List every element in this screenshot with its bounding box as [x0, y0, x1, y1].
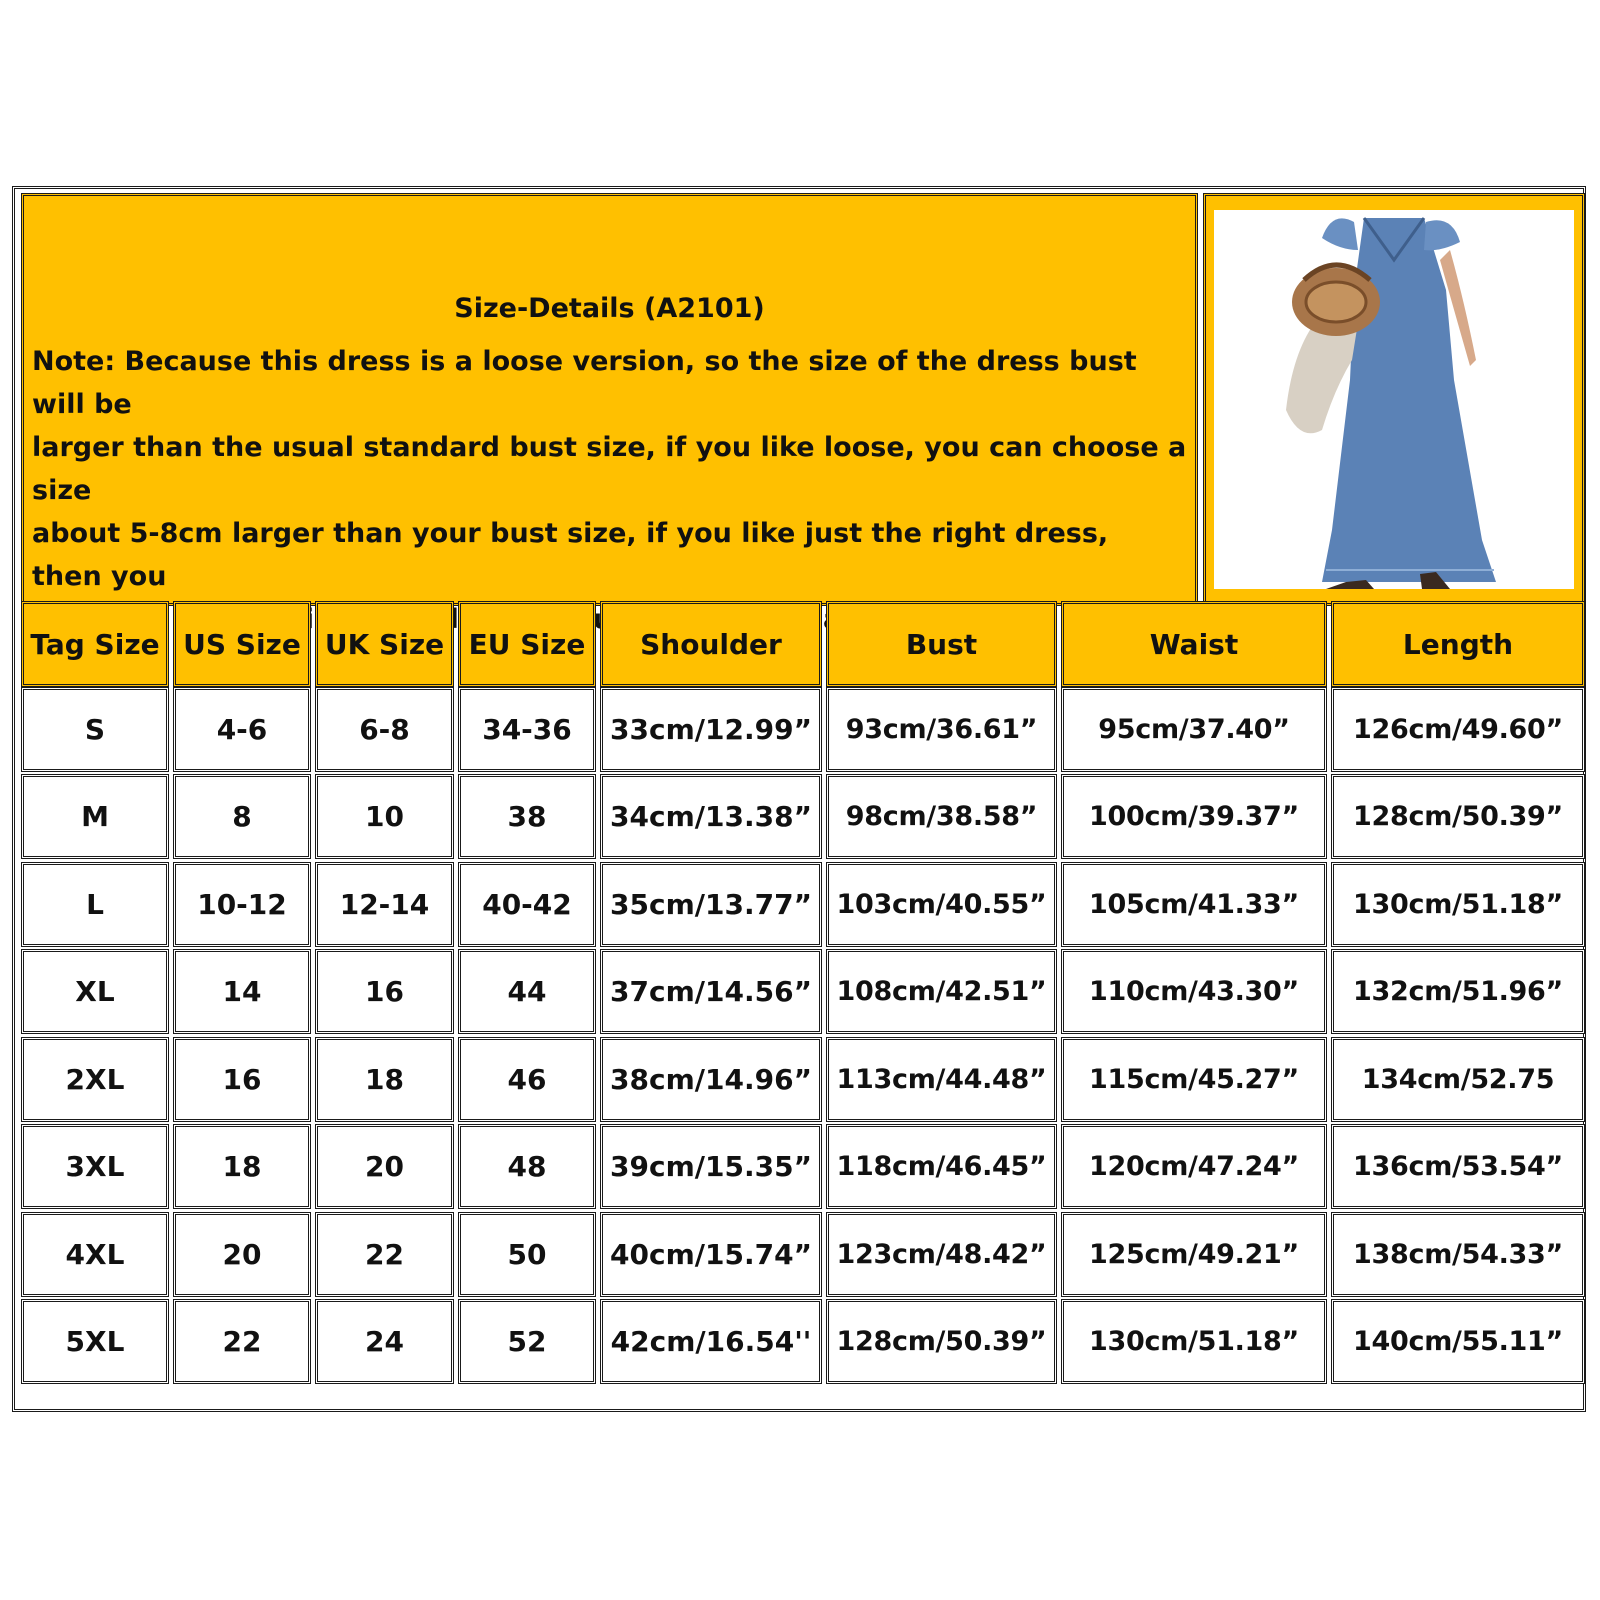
cell-3xl-bust: 118cm/46.45”: [826, 1124, 1057, 1209]
cell-5xl-waist: 130cm/51.18”: [1061, 1299, 1327, 1384]
product-photo: [1214, 210, 1574, 589]
cell-m-us-size: 8: [173, 774, 311, 859]
cell-3xl-waist: 120cm/47.24”: [1061, 1124, 1327, 1209]
cell-4xl-uk-size: 22: [315, 1212, 454, 1297]
size-chart-frame: [12, 186, 1586, 1412]
size-note-text: Note: Because this dress is a loose version, so the size of the dress bust will be larger than the usual standard bust size, if you like loose, you can choose a size about 5-8cm larger than your bust size, if you like just the right dress, then you: [32, 346, 1187, 592]
cell-5xl-bust: 128cm/50.39”: [826, 1299, 1057, 1384]
cell-2xl-bust: 113cm/44.48”: [826, 1037, 1057, 1122]
cell-4xl-tag-size: 4XL: [21, 1212, 169, 1297]
cell-s-bust: 93cm/36.61”: [826, 687, 1057, 772]
size-note-panel: [21, 193, 1198, 606]
cell-3xl-eu-size: 48: [458, 1124, 596, 1209]
cell-3xl-length: 136cm/53.54”: [1331, 1124, 1585, 1209]
header-uk-size: UK Size: [315, 601, 454, 687]
cell-3xl-tag-size: 3XL: [21, 1124, 169, 1209]
cell-2xl-uk-size: 18: [315, 1037, 454, 1122]
cell-2xl-us-size: 16: [173, 1037, 311, 1122]
cell-3xl-us-size: 18: [173, 1124, 311, 1209]
header-us-size: US Size: [173, 601, 311, 687]
cell-s-uk-size: 6-8: [315, 687, 454, 772]
cell-5xl-uk-size: 24: [315, 1299, 454, 1384]
cell-m-bust: 98cm/38.58”: [826, 774, 1057, 859]
cell-xl-us-size: 14: [173, 949, 311, 1034]
cell-4xl-eu-size: 50: [458, 1212, 596, 1297]
cell-xl-length: 132cm/51.96”: [1331, 949, 1585, 1034]
cell-m-uk-size: 10: [315, 774, 454, 859]
cell-l-length: 130cm/51.18”: [1331, 862, 1585, 947]
cell-l-uk-size: 12-14: [315, 862, 454, 947]
cell-xl-uk-size: 16: [315, 949, 454, 1034]
cell-3xl-shoulder: 39cm/15.35”: [600, 1124, 822, 1209]
cell-2xl-waist: 115cm/45.27”: [1061, 1037, 1327, 1122]
cell-s-length: 126cm/49.60”: [1331, 687, 1585, 772]
cell-m-waist: 100cm/39.37”: [1061, 774, 1327, 859]
cell-m-eu-size: 38: [458, 774, 596, 859]
header-eu-size: EU Size: [458, 601, 596, 687]
cell-l-shoulder: 35cm/13.77”: [600, 862, 822, 947]
cell-5xl-us-size: 22: [173, 1299, 311, 1384]
cell-l-us-size: 10-12: [173, 862, 311, 947]
cell-5xl-tag-size: 5XL: [21, 1299, 169, 1384]
cell-s-tag-size: S: [21, 687, 169, 772]
cell-s-waist: 95cm/37.40”: [1061, 687, 1327, 772]
cell-4xl-waist: 125cm/49.21”: [1061, 1212, 1327, 1297]
cell-xl-waist: 110cm/43.30”: [1061, 949, 1327, 1034]
cell-2xl-length: 134cm/52.75: [1331, 1037, 1585, 1122]
size-chart-title: Size-Details (A2101): [454, 293, 765, 324]
header-bust: Bust: [826, 601, 1057, 687]
cell-l-waist: 105cm/41.33”: [1061, 862, 1327, 947]
header-shoulder: Shoulder: [600, 601, 822, 687]
cell-l-tag-size: L: [21, 862, 169, 947]
cell-m-length: 128cm/50.39”: [1331, 774, 1585, 859]
cell-4xl-length: 138cm/54.33”: [1331, 1212, 1585, 1297]
cell-xl-tag-size: XL: [21, 949, 169, 1034]
header-length: Length: [1331, 601, 1585, 687]
header-tag-size: Tag Size: [21, 601, 169, 687]
cell-5xl-length: 140cm/55.11”: [1331, 1299, 1585, 1384]
cell-2xl-tag-size: 2XL: [21, 1037, 169, 1122]
cell-l-bust: 103cm/40.55”: [826, 862, 1057, 947]
cell-4xl-shoulder: 40cm/15.74”: [600, 1212, 822, 1297]
cell-4xl-bust: 123cm/48.42”: [826, 1212, 1057, 1297]
cell-2xl-shoulder: 38cm/14.96”: [600, 1037, 822, 1122]
cell-3xl-uk-size: 20: [315, 1124, 454, 1209]
cell-xl-eu-size: 44: [458, 949, 596, 1034]
cell-xl-shoulder: 37cm/14.56”: [600, 949, 822, 1034]
cell-5xl-eu-size: 52: [458, 1299, 596, 1384]
header-waist: Waist: [1061, 601, 1327, 687]
cell-5xl-shoulder: 42cm/16.54'': [600, 1299, 822, 1384]
cell-s-shoulder: 33cm/12.99”: [600, 687, 822, 772]
cell-l-eu-size: 40-42: [458, 862, 596, 947]
cell-2xl-eu-size: 46: [458, 1037, 596, 1122]
cell-m-shoulder: 34cm/13.38”: [600, 774, 822, 859]
cell-4xl-us-size: 20: [173, 1212, 311, 1297]
cell-xl-bust: 108cm/42.51”: [826, 949, 1057, 1034]
cell-s-us-size: 4-6: [173, 687, 311, 772]
product-photo-panel: [1203, 193, 1585, 606]
denim-dress-model-icon: [1214, 210, 1574, 589]
cell-m-tag-size: M: [21, 774, 169, 859]
cell-s-eu-size: 34-36: [458, 687, 596, 772]
